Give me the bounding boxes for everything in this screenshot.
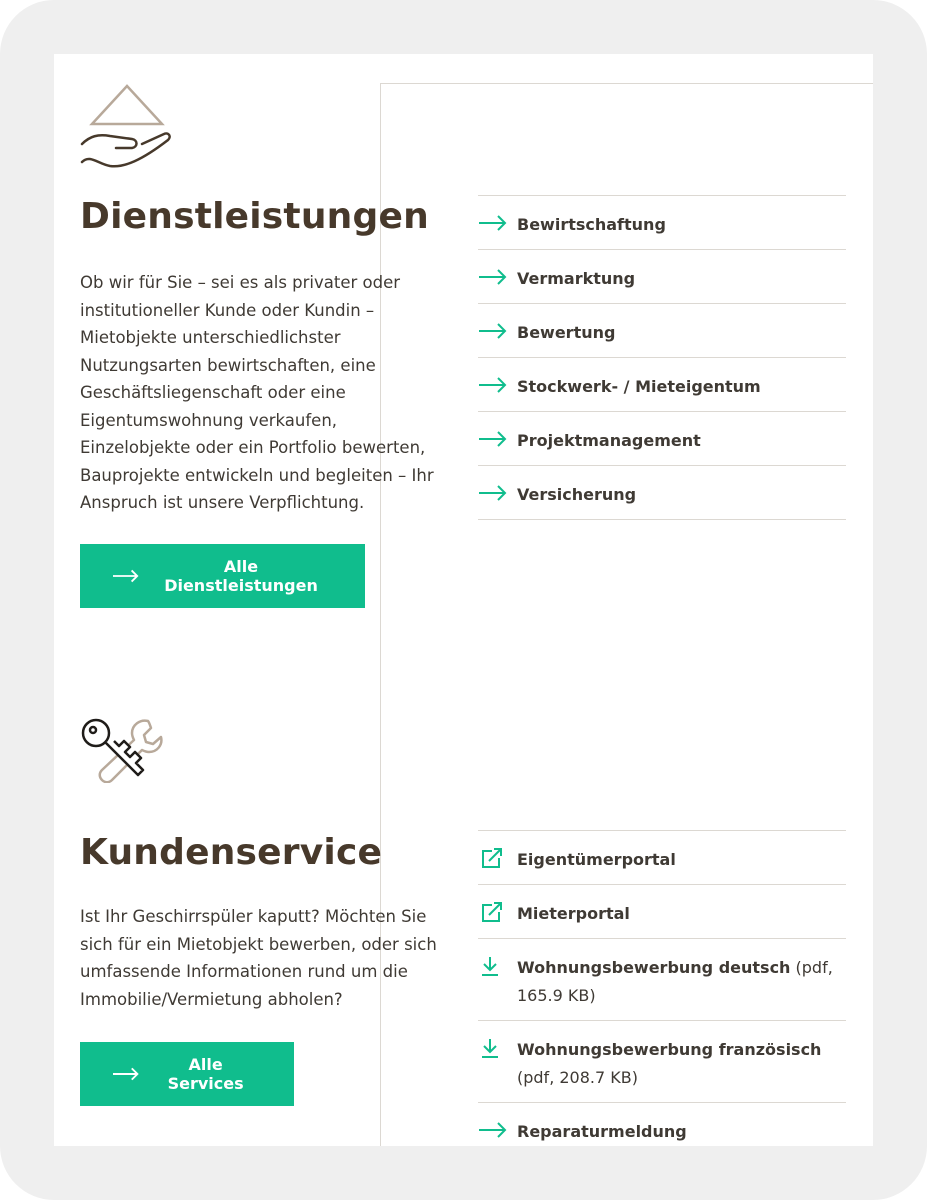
arrow-right-icon (113, 1067, 139, 1081)
services-description: Ob wir für Sie – sei es als privater oder institutioneller Kunde oder Kundin – Mietobjekte unterschiedlichster Nutzungsarten bewirtschaften, eine Geschäftsliegenschaft oder eine Eigentumswohnung verkaufen, Einzelobjekte oder ein Portfolio bewerten, Bauprojekte entwickeln und begleiten – Ihr Anspruch ist unsere Verpflichtung. (80, 273, 434, 512)
file-info: (pdf, 208.7 KB) (517, 1068, 638, 1087)
external-link-icon (478, 848, 508, 868)
arrow-right-icon (113, 569, 139, 583)
services-link-list (478, 195, 846, 520)
link-label: Reparaturmeldung (517, 1122, 687, 1141)
link-label: Wohnungsbewerbung französisch (517, 1040, 822, 1059)
list-item (478, 885, 846, 939)
customer-service-description: Ist Ihr Geschirrspüler kaputt? Möchten Sie sich für ein Mietobjekt bewerben, oder sich umfassende Informationen rund um die Immobilie/Vermietung abholen? (80, 907, 437, 1009)
link-reparaturmeldung[interactable] (478, 1103, 846, 1146)
link-eigentuemerportal[interactable] (478, 831, 846, 884)
arrow-right-icon (478, 375, 508, 395)
customer-service-title: Kundenservice (80, 832, 383, 873)
list-item (478, 939, 846, 1021)
list-item (478, 1103, 846, 1146)
download-icon (478, 1038, 508, 1058)
arrow-right-icon (478, 483, 508, 503)
link-label: Projektmanagement (517, 431, 701, 450)
list-item (478, 412, 846, 466)
arrow-right-icon (478, 213, 508, 233)
list-item (478, 1021, 846, 1103)
link-bewertung[interactable] (478, 304, 846, 357)
link-label: Versicherung (517, 485, 637, 504)
link-label: Vermarktung (517, 269, 636, 288)
link-wohnungsbewerbung-franzoesisch[interactable] (478, 1021, 846, 1102)
download-icon (478, 956, 508, 976)
list-item (478, 831, 846, 885)
link-stockwerk-mieteigentum[interactable] (478, 358, 846, 411)
file-info: (pdf, 165.9 KB) (517, 958, 833, 1005)
services-title: Dienstleistungen (80, 196, 429, 237)
all-services-button[interactable] (80, 544, 365, 608)
link-label: Bewirtschaftung (517, 215, 666, 234)
all-customer-services-button-label: Alle Services (167, 1055, 244, 1093)
key-and-wrench-icon (80, 715, 164, 783)
arrow-right-icon (478, 429, 508, 449)
arrow-right-icon (478, 321, 508, 341)
link-label: Mieterportal (517, 904, 630, 923)
arrow-right-icon (478, 1120, 508, 1140)
customer-service-link-list (478, 830, 846, 1146)
link-bewirtschaftung[interactable] (478, 196, 846, 249)
link-vermarktung[interactable] (478, 250, 846, 303)
link-wohnungsbewerbung-deutsch[interactable] (478, 939, 846, 1020)
list-item (478, 466, 846, 520)
link-label: Eigentümerportal (517, 850, 676, 869)
page-viewport (54, 54, 873, 1146)
link-label: Stockwerk- / Mieteigentum (517, 377, 761, 396)
list-item (478, 358, 846, 412)
house-on-hand-icon (80, 84, 174, 172)
link-projektmanagement[interactable] (478, 412, 846, 465)
list-item (478, 250, 846, 304)
arrow-right-icon (478, 267, 508, 287)
list-item (478, 196, 846, 250)
divider-horizontal (380, 83, 873, 84)
external-link-icon (478, 902, 508, 922)
link-mieterportal[interactable] (478, 885, 846, 938)
all-services-button-label: Alle Dienstleistungen (164, 557, 318, 595)
all-customer-services-button[interactable] (80, 1042, 294, 1106)
link-label: Wohnungsbewerbung deutsch (517, 958, 791, 977)
list-item (478, 304, 846, 358)
link-versicherung[interactable] (478, 466, 846, 519)
link-label: Bewertung (517, 323, 616, 342)
